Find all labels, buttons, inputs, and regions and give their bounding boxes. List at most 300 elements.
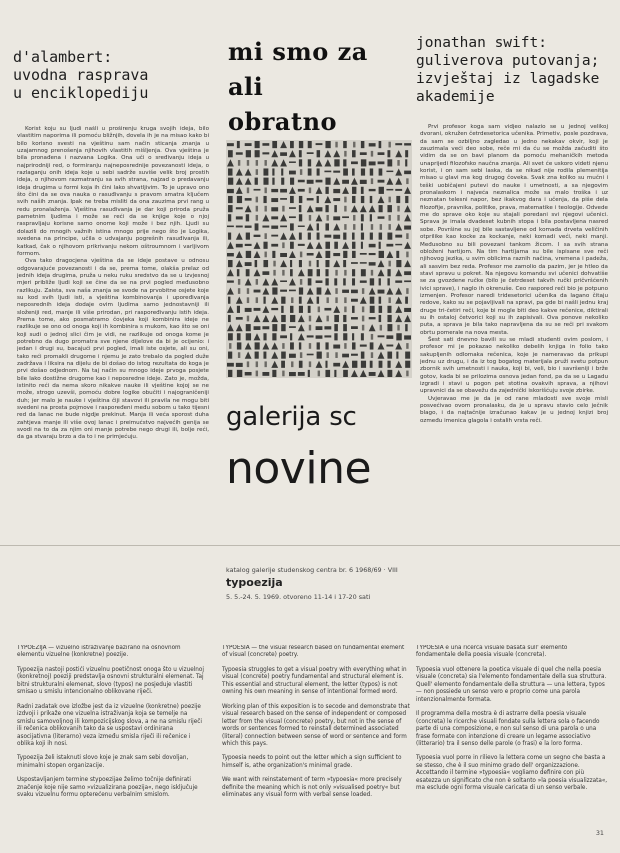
artwork-glyph [264,361,266,367]
artwork-glyph [290,260,292,267]
artwork-glyph [246,150,251,157]
artwork-glyph [360,152,367,155]
artwork-glyph [317,297,319,304]
paragraph: Uspostavljanjem termine stypoezijae želimo točnije definirati značenje koje nije samo »vizualizirana poezija«, nego isključuje svaku vizuelnu formu opterećenu verbalnim smislom. [17,777,198,799]
artwork-glyph [308,306,311,313]
artwork-glyph [308,278,312,285]
artwork-glyph [316,335,323,338]
artwork-glyph [317,223,319,230]
paragraph: TYPOESIA è una ricerca visuale basata sull' elemento fondamentale della poesia visuale (concreta). [416,645,568,659]
artwork-glyph [264,252,266,258]
artwork-glyph [325,361,327,368]
artwork-glyph [352,342,355,349]
artwork-glyph [387,150,390,157]
artwork-glyph [378,180,385,183]
artwork-glyph [344,151,346,157]
artwork-glyph [262,226,269,228]
artwork-glyph [246,324,251,331]
artwork-glyph [405,324,407,331]
artwork-glyph [370,306,375,313]
artwork-glyph [333,198,340,201]
artwork-glyph [387,205,391,212]
artwork-glyph [236,152,243,154]
artwork-glyph [246,269,250,276]
artwork-glyph [262,372,269,376]
artwork-glyph [280,280,287,282]
artwork-glyph [307,253,314,256]
paragraph: Working plan of this exposition is to secode and demonstrate that visual research based on the sense of independent or composed letter from the visual (concrete) poetry, but not in the sense of words or sentences formed to reinstall determined associated (literal) connection between sense of word or sentence and form which this pays. [222,703,410,747]
artwork-glyph [317,287,322,294]
artwork-glyph [378,161,385,164]
artwork-glyph [317,260,319,267]
artwork-glyph [289,326,296,328]
artwork-glyph [361,141,364,148]
artwork-glyph [361,361,366,368]
artwork-glyph [316,143,323,145]
artwork-glyph [299,260,302,267]
artwork-glyph [371,270,373,276]
artwork-glyph [282,206,284,212]
artwork-glyph [361,223,363,230]
gallery-subtitle: novine [226,443,372,494]
artwork-glyph [290,269,293,276]
header-right [416,34,616,106]
paragraph: Typoezija nastoji postići vizuelnu poetičnost onoga što u vizuelnoj (konkretnoj) poeziji predstavlja osnovni strukturalni elemenat. Taj bitni strukturalni elemenat, slovo (typos) ne posjeduje vlastiti smisao u smislu intencionalno oblikovane riječi. [17,666,204,696]
artwork-glyph [227,226,234,228]
artwork-glyph [300,169,302,175]
artwork-glyph [298,180,305,183]
artwork-glyph [300,279,302,285]
artwork-glyph [271,226,278,229]
artwork-glyph [351,354,358,356]
artwork-glyph [309,261,311,267]
artwork-glyph [317,352,322,359]
artwork-glyph [369,244,376,248]
artwork-glyph [387,352,392,359]
artwork-glyph [386,189,393,191]
artwork-glyph [404,171,411,175]
artwork-glyph [229,343,231,349]
artwork-glyph [325,269,328,276]
artwork-glyph [280,290,287,292]
artwork-glyph [236,207,243,209]
artwork-glyph [317,196,319,203]
artwork-glyph [271,198,278,202]
artwork-glyph [379,278,381,285]
artwork-glyph [371,178,373,184]
artwork-glyph [360,253,367,255]
artwork-glyph [334,205,337,212]
artwork-glyph [352,187,356,194]
artwork-glyph [272,251,275,258]
artwork-glyph [324,326,331,329]
artwork-glyph [316,280,323,283]
artwork-glyph [387,233,392,240]
artwork-glyph [342,216,349,218]
artwork-glyph [246,251,251,258]
artwork-glyph [370,196,372,203]
artwork-glyph [228,205,233,212]
artwork-glyph [280,226,287,228]
artwork-glyph [264,187,266,193]
artwork-glyph [396,352,398,359]
header-right-line: jonathan swift: [416,35,547,51]
artwork-glyph [228,352,232,359]
artwork-glyph [352,361,357,368]
artwork-glyph [333,216,340,220]
artwork-glyph [370,233,373,240]
artwork-glyph [333,235,340,239]
artwork-glyph [236,216,243,219]
artwork-glyph [378,152,385,155]
artwork-glyph [289,290,296,292]
artwork-glyph [263,260,268,267]
artwork-glyph [379,205,383,212]
paragraph: We want with reinstatement of term »typoesia« more precisely definite the meaning which is not only »visualised poetry« but eliminates any visual form with verbal sense loaded. [222,777,402,799]
artwork-glyph [396,196,400,203]
artwork-glyph [395,244,402,245]
artwork-glyph [282,343,284,349]
artwork-glyph [281,361,285,368]
artwork-glyph [362,288,364,294]
artwork-glyph [335,352,337,358]
artwork-glyph [317,269,320,276]
artwork-glyph [281,315,286,322]
artwork-glyph [281,324,285,331]
artwork-glyph [362,306,364,312]
artwork-glyph [271,235,278,237]
artwork-glyph [395,280,402,282]
artwork-glyph [386,335,393,339]
gallery-title: galerija sc [226,402,357,432]
artwork-glyph [228,168,232,175]
artwork-glyph [308,159,311,166]
paragraph: TYPOESIA — the visual research based on fundamental element of visual (concrete) poetry. [222,645,405,659]
artwork-glyph [271,189,278,192]
artwork-glyph [281,168,283,175]
artwork-glyph [353,142,355,148]
artwork-glyph [308,370,310,377]
artwork-glyph [309,316,311,322]
artwork-glyph [271,216,278,219]
artwork-glyph [335,270,337,276]
artwork-glyph [360,280,367,282]
artwork-glyph [256,206,258,212]
paragraph: Typoesia vuol ottenere la poetica visuale di quel che nella poesia visuale (concreta) sia l'elemento fondamentale della sua struttura. Quell' elemento fondamentale della struttura — una lettera, typos — non possiede un senso vero e proprio come una parola intenzionalmente formata. [416,666,607,703]
artwork-glyph [280,189,287,193]
artwork-glyph [228,233,231,240]
artwork-glyph [352,333,354,340]
artwork-glyph [228,150,233,157]
artwork-glyph [281,297,285,304]
artwork-glyph [379,361,383,368]
artwork-glyph [361,352,365,359]
artwork-glyph [333,363,340,367]
artwork-glyph [318,371,320,377]
artwork-glyph [317,342,320,349]
artwork-glyph [342,290,349,293]
artwork-glyph [256,160,258,166]
artwork-glyph [397,206,399,212]
artwork-glyph [289,354,296,358]
artwork-glyph [247,160,249,166]
artwork-glyph [299,233,302,240]
artwork-glyph [237,342,241,349]
artwork-glyph [325,205,328,212]
artwork-glyph [273,261,275,267]
artwork-glyph [343,324,347,331]
artwork-glyph [380,325,382,331]
artwork-glyph [387,315,391,322]
artwork-glyph [325,278,328,285]
artwork-glyph [237,269,240,276]
artwork-glyph [307,180,314,184]
artwork-glyph [369,189,376,191]
artwork-glyph [308,269,313,276]
swift-text [420,124,608,496]
artwork-glyph [227,143,234,146]
divider [0,545,620,546]
artwork-glyph [395,143,402,145]
artwork-glyph [247,187,249,193]
artwork-glyph [351,290,358,294]
artwork-glyph [236,363,243,367]
artwork-glyph [254,189,261,191]
artwork-glyph [344,206,346,212]
exhibition-title: typoezija [226,576,283,589]
artwork-glyph [254,308,261,311]
artwork-glyph [282,242,284,248]
artwork-glyph [404,271,411,275]
artwork-glyph [352,269,355,276]
artwork-glyph [324,171,331,173]
artwork-glyph [344,306,346,312]
artwork-glyph [299,150,302,157]
artwork-glyph [370,342,374,349]
artwork-glyph [344,224,346,230]
artwork-glyph [378,216,385,218]
artwork-glyph [299,297,302,304]
paragraph: Typoesia needs to point out the letter which a sign sufficient to himself is, athe organization's minimal grade. [222,755,402,769]
artwork-glyph [343,141,347,148]
artwork-glyph [334,370,336,377]
artwork-glyph [238,352,240,358]
artwork-glyph [228,260,233,267]
artwork-glyph [272,324,277,331]
artwork-glyph [370,297,375,304]
header-left-line: uvodna rasprava [13,66,149,84]
artwork-glyph [256,169,258,175]
artwork-glyph [316,207,323,211]
artwork-glyph [371,224,373,230]
artwork-glyph [325,370,330,377]
artwork-glyph [361,187,364,194]
artwork-glyph [387,361,390,368]
artwork-glyph [352,196,355,203]
artwork-glyph [236,244,243,248]
artwork-glyph [290,223,294,230]
artwork-glyph [289,372,296,376]
artwork-glyph [397,325,399,331]
artwork-glyph [290,342,294,349]
artwork-glyph [237,370,242,377]
artwork-glyph [361,233,364,240]
artwork-glyph [245,226,252,228]
artwork-glyph [280,198,287,200]
artwork-glyph [379,251,384,258]
typographic-artwork [226,140,412,378]
artwork-glyph [343,333,347,340]
header-right-line: guliverova putovanja; [416,53,600,69]
page-number: 31 [595,829,604,837]
artwork-glyph [256,279,258,285]
artwork-glyph [300,252,302,258]
artwork-glyph [309,325,311,331]
paragraph: Typoezija želi istaknuti slovo koje je znak sam sebi dovoljan, minimalni stopen organizacije. [17,755,189,769]
artwork-glyph [246,214,249,221]
artwork-glyph [227,189,234,193]
artwork-glyph [325,187,328,194]
artwork-glyph [255,223,259,230]
artwork-glyph [379,315,382,322]
artwork-glyph [342,180,349,184]
artwork-glyph [405,159,407,166]
artwork-glyph [370,361,373,368]
artwork-glyph [264,233,266,239]
artwork-glyph [308,233,311,240]
header-middle [228,34,408,139]
artwork-glyph [281,306,283,313]
artwork-glyph [352,150,356,157]
artwork-glyph [228,297,230,304]
artwork-glyph [379,297,382,304]
artwork-glyph [317,233,320,240]
header-right-line: akademije [416,89,495,105]
header-left [13,48,213,102]
artwork-glyph [379,187,384,194]
artwork-glyph [298,189,305,192]
artwork-glyph [290,242,294,249]
artwork-glyph [353,215,355,221]
artwork-glyph [282,371,284,377]
artwork-glyph [254,235,261,237]
artwork-glyph [379,233,382,240]
artwork-glyph [272,141,277,148]
artwork-glyph [281,178,284,185]
artwork-glyph [237,333,241,340]
artwork-glyph [263,297,265,304]
artwork-glyph [309,343,311,349]
artwork-glyph [316,180,323,183]
paragraph: Korist koju su ljudi našli u proširenju kruga svojih ideja, bilo vlastitim naporima ili pomoću bližnjih, dovela ih je na misao kako bi bilo korisno svesti na vještinu sam način sticanja znanja u uzajamnog prenošenja njihovih vlastitih mišljenja. Ova vještina je bila pronađena i nazvana Logika. Ona uči o sređivanju ideja u najprirodniji red, o formiranju najneposrednije povezanosti ideja, o razlaganju onih ideja koje u sebi sadrže suviše velik broj prostih ideja, o njihovom razmatranju sa svih strana, najzad o predavanju ideja drugima u formi koja ih čini lako shvatljivim. To je upravo ono što čini da se ova nauka o rasuđivanju s pravom smatra ključem svih naših znanja. Ipak ne treba misliti da ona zauzima prvi rang u redu pronalaženja. Vještina rasuđivanja je dar koji priroda pruža pametnim ljudima i može se reći da se knjige koje o njoj raspravljaju korisne samo onome koji može i bez njih. Ljudi su dolazili do mnogih važnih istina mnogo prije nego što je Logika, svedena na principe, učila o udvajanju pogrešnih rasuđivanja ili, katkad, čak o njihovom prikrivanju nekom oštroumnom i varljivom formom. [17,126,209,257]
artwork-glyph [299,205,302,212]
artwork-glyph [369,253,376,255]
artwork-glyph [371,352,373,358]
artwork-glyph [307,198,314,200]
artwork-glyph [344,270,346,276]
artwork-glyph [263,242,267,249]
artwork-glyph [298,226,305,227]
artwork-glyph [247,288,249,294]
artwork-glyph [333,171,340,173]
artwork-glyph [388,197,390,203]
artwork-glyph [255,260,258,267]
artwork-glyph [271,244,278,247]
artwork-glyph [405,196,408,203]
artwork-glyph [262,271,269,275]
artwork-glyph [256,361,258,367]
artwork-glyph [343,251,347,258]
artwork-glyph [227,363,234,367]
artwork-glyph [352,168,355,175]
statement-english [222,645,410,845]
artwork-glyph [264,206,266,212]
artwork-glyph [343,278,346,285]
artwork-glyph [299,342,301,349]
artwork-glyph [299,141,303,148]
artwork-glyph [396,333,401,340]
artwork-glyph [406,252,408,258]
artwork-glyph [309,361,311,367]
artwork-glyph [370,168,373,175]
artwork-glyph [247,316,249,322]
artwork-glyph [378,290,385,294]
artwork-glyph [344,343,346,349]
artwork-glyph [405,297,408,304]
paragraph: TYPOEZIJA — vizuelno istraživanje bazirano na osnovnom elementu vizuelne (konkretne) poezije. [17,645,181,659]
artwork-glyph [397,160,399,166]
artwork-glyph [291,361,293,367]
artwork-glyph [298,244,305,246]
paragraph: Uvjeravao me je da je od rane mladosti sve svoje misli posvećivao ovom pronalasku, da je u spravu stavio celo ječnik blago, i da najtačnije izračunao kakav je u jednoj knjizi broj ozmeđu imenica glagola i ostalih vrsta reči. [420,395,608,424]
artwork-glyph [280,253,287,257]
artwork-glyph [281,352,286,359]
artwork-glyph [387,306,391,313]
artwork-glyph [333,189,340,193]
artwork-glyph [290,315,295,322]
artwork-glyph [405,361,410,368]
catalog-line: katalog galerije studenskog centra br. 6 1968/69 · VIII [226,566,398,574]
artwork-glyph [395,189,402,191]
artwork-glyph [370,278,374,285]
artwork-glyph [256,215,258,221]
artwork-glyph [256,371,258,377]
header-middle-line: ali [228,72,264,101]
artwork-glyph [388,215,390,221]
artwork-glyph [334,242,338,249]
artwork-glyph [262,326,269,329]
artwork-glyph [236,226,243,228]
artwork-glyph [228,178,233,185]
artwork-glyph [343,159,346,166]
artwork-glyph [256,197,258,203]
artwork-glyph [228,370,232,377]
artwork-glyph [263,333,266,340]
artwork-glyph [378,335,385,337]
artwork-glyph [280,335,287,338]
artwork-glyph [379,242,381,249]
artwork-glyph [352,306,355,313]
artwork-glyph [353,224,355,230]
artwork-glyph [236,317,243,320]
artwork-glyph [325,260,329,267]
artwork-glyph [335,288,337,294]
artwork-glyph [361,196,364,203]
header-middle-line: mi smo za [228,37,368,66]
artwork-glyph [360,345,367,347]
artwork-glyph-grid [226,140,412,378]
artwork-glyph [324,335,331,337]
